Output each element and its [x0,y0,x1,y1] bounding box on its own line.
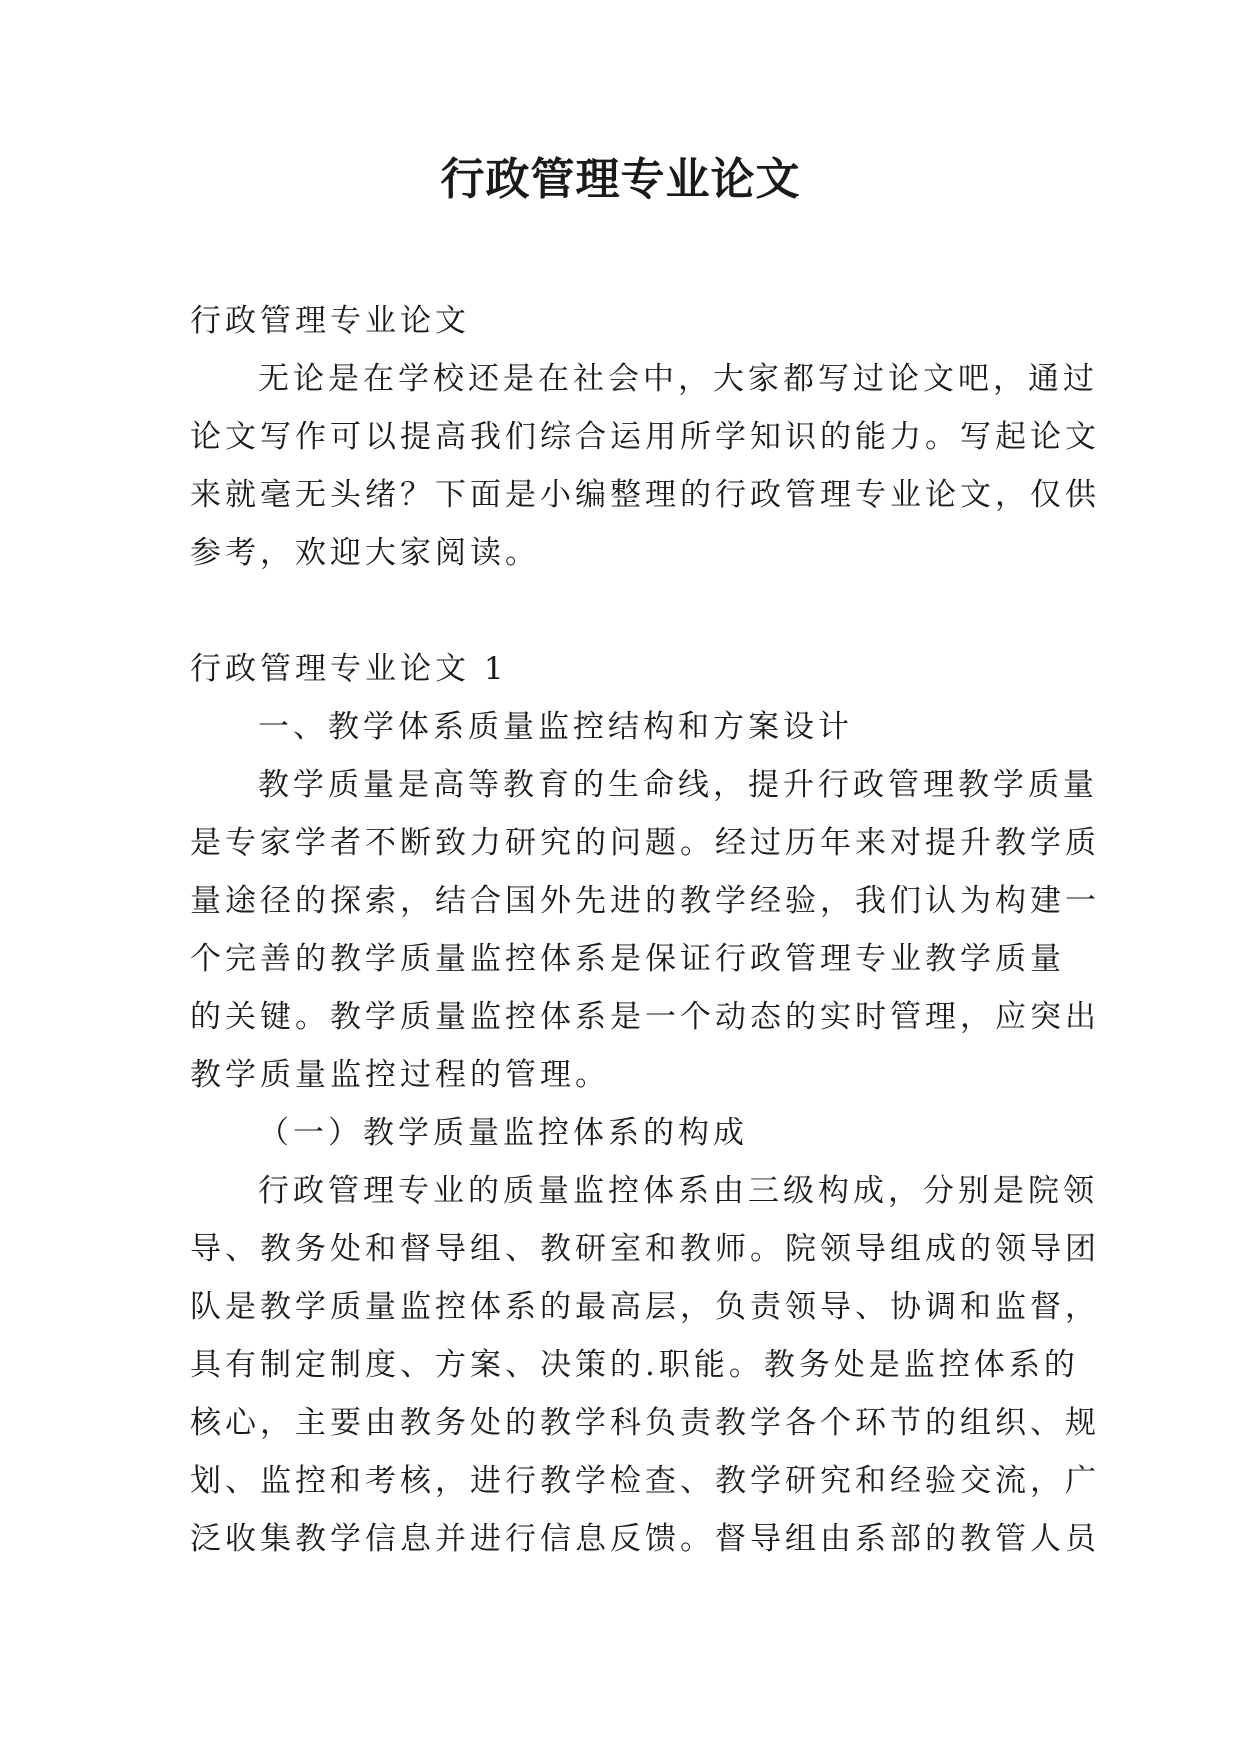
text-line: 来就毫无头绪？下面是小编整理的行政管理专业论文，仅供 [190,477,1100,513]
text-line: 量途径的探索，结合国外先进的教学经验，我们认为构建一 [190,883,1100,919]
text-line: 论文写作可以提高我们综合运用所学知识的能力。写起论文 [190,419,1100,455]
text-line: 队是教学质量监控体系的最高层，负责领导、协调和监督， [190,1289,1100,1325]
paragraph-first-line: 教学质量是高等教育的生命线，提升行政管理教学质量 [258,767,1098,803]
text-line: 核心，主要由教务处的教学科负责教学各个环节的组织、规 [190,1405,1100,1441]
text-line: 是专家学者不断致力研究的问题。经过历年来对提升教学质 [190,825,1100,861]
text-line: 导、教务处和督导组、教研室和教师。院领导组成的领导团 [190,1231,1100,1267]
document-title: 行政管理专业论文 [440,154,801,205]
text-line: 的关键。教学质量监控体系是一个动态的实时管理，应突出 [190,999,1100,1035]
text-line: 参考，欢迎大家阅读。 [190,535,540,571]
subsection-heading: 一、教学体系质量监控结构和方案设计 [258,709,853,745]
section-heading: 行政管理专业论文 1 [190,651,508,687]
text-line: 具有制定制度、方案、决策的.职能。教务处是监控体系的 [190,1347,1079,1383]
text-line: 行政管理专业论文 [190,303,470,339]
text-line: 划、监控和考核，进行教学检查、教学研究和经验交流，广 [190,1463,1100,1499]
paragraph-first-line: 无论是在学校还是在社会中，大家都写过论文吧，通过 [258,361,1098,397]
text-line: 教学质量监控过程的管理。 [190,1057,610,1093]
subsection-heading: （一）教学质量监控体系的构成 [258,1115,748,1151]
text-line: 泛收集教学信息并进行信息反馈。督导组由系部的教管人员 [190,1521,1100,1557]
paragraph-first-line: 行政管理专业的质量监控体系由三级构成，分别是院领 [258,1173,1098,1209]
text-line: 个完善的教学质量监控体系是保证行政管理专业教学质量 [190,941,1065,977]
document-body [190,292,1100,1568]
blank-line [190,582,1060,640]
